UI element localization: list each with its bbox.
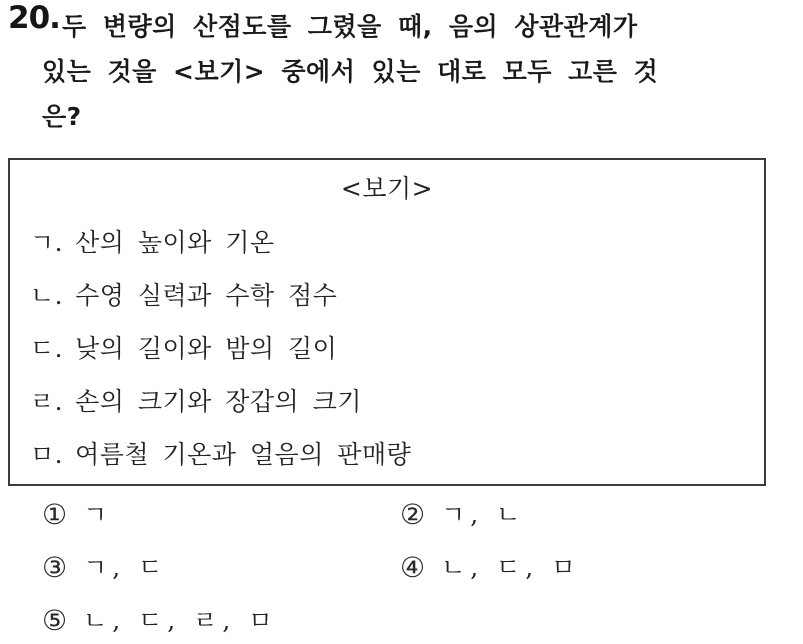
answer-choices [42,499,803,637]
bogi-item-n [30,269,764,322]
bogi-box [8,158,766,486]
bogi-item-marker: ㅁ. [30,440,64,469]
choice-4 [400,552,803,584]
question-text-line-3: 은? [42,102,82,131]
question-block [0,0,803,139]
question-text-line-1: 두 변량의 산점도를 그렸을 때, 음의 상관관계가 [62,12,638,41]
choice-4-text: ㄴ, ㄷ, ㅁ [441,553,581,582]
bogi-item-text: 여름철 기온과 얼음의 판매량 [75,440,412,469]
bogi-item-m [30,428,764,481]
choice-3-text: ㄱ, ㄷ [83,553,168,582]
choice-1 [42,499,400,531]
bogi-item-text: 산의 높이와 기온 [75,228,275,257]
question-number: 20. [8,0,60,36]
choice-1-circled-number: ① [42,498,68,531]
bogi-item-marker: ㄱ. [30,228,64,257]
choice-2-circled-number: ② [400,498,426,531]
bogi-item-text: 수영 실력과 수학 점수 [75,281,338,310]
bogi-item-text: 낮의 길이와 밤의 길이 [75,334,338,363]
bogi-item-d [30,322,764,375]
bogi-item-marker: ㄴ. [30,281,64,310]
question-text-line-2: 있는 것을 <보기> 중에서 있는 대로 모두 고른 것 [42,57,659,86]
bogi-item-text: 손의 크기와 장갑의 크기 [75,387,362,416]
bogi-item-g [30,216,764,269]
choice-4-circled-number: ④ [400,551,426,584]
choice-2 [400,499,803,531]
choice-5 [42,605,400,637]
bogi-item-marker: ㄹ. [30,387,64,416]
choice-2-text: ㄱ, ㄴ [441,500,526,529]
bogi-box-header: <보기> [340,174,434,203]
choice-5-circled-number: ⑤ [42,604,68,637]
bogi-item-r [30,375,764,428]
choice-5-text: ㄴ, ㄷ, ㄹ, ㅁ [83,606,278,635]
bogi-item-marker: ㄷ. [30,334,64,363]
choice-1-text: ㄱ [83,500,113,529]
choice-3 [42,552,400,584]
choice-3-circled-number: ③ [42,551,68,584]
bogi-item-list [30,216,764,481]
